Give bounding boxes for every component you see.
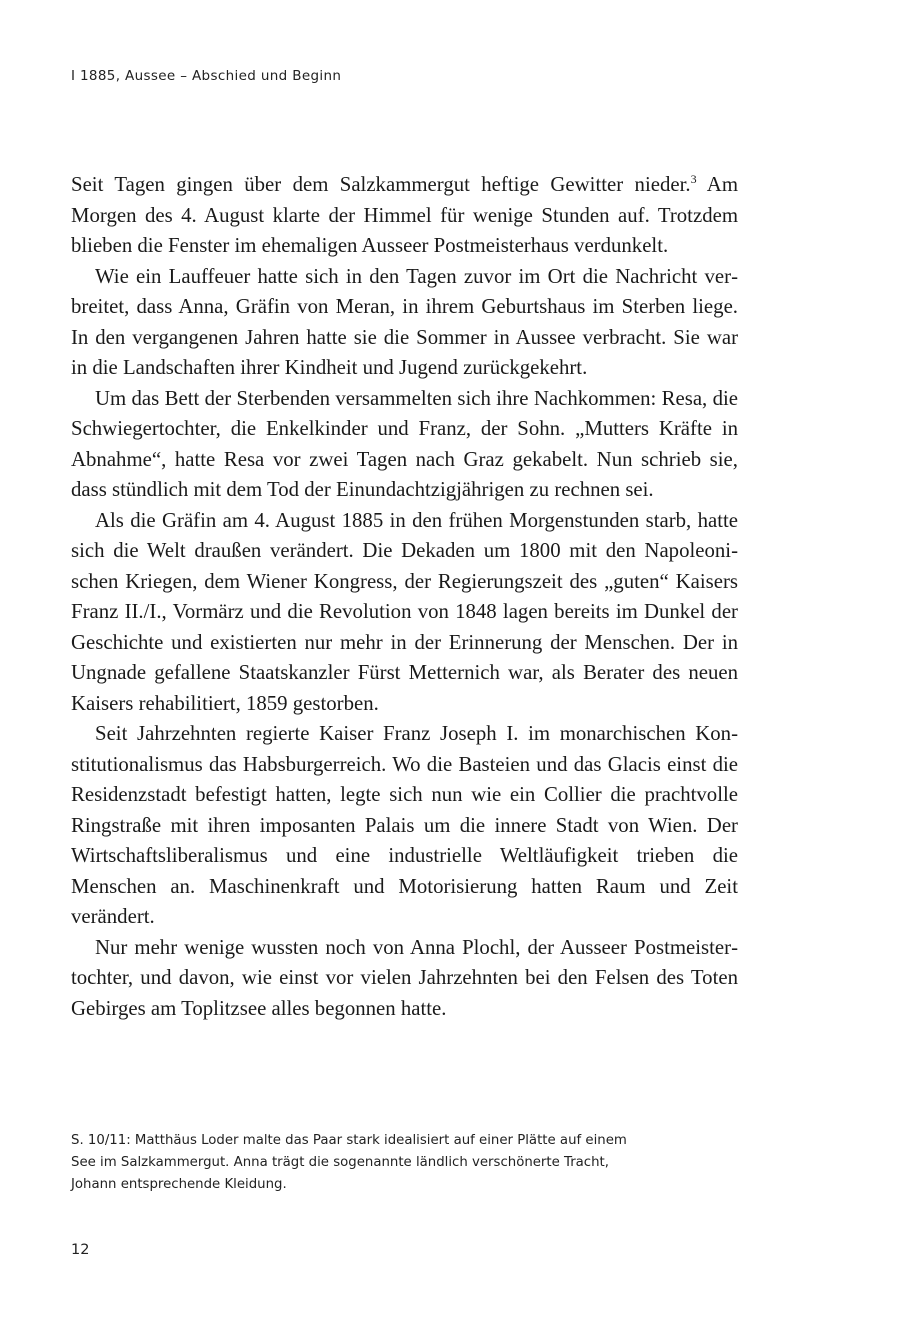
footnote-marker: 3 <box>690 172 697 186</box>
paragraph-1-text-continued: Am Morgen des 4. August klarte der Himmel für wenige Stunden auf. Trotzdem blieben die Fenster im ehemaligen Ausseer Postmeisterhaus verdunkelt. <box>71 173 738 257</box>
caption-line-1: S. 10/11: Matthäus Loder malte das Paar stark idealisiert auf einer Plätte auf einem <box>71 1133 627 1148</box>
caption-line-3: Johann entsprechende Kleidung. <box>71 1177 287 1192</box>
paragraph-2: Wie ein Lauffeuer hatte sich in den Tagen zuvor im Ort die Nachricht verbreitet, dass Anna, Gräfin von Meran, in ihrem Geburtshaus im Sterben liege. In den vergangenen Jahren hatte sie die Sommer in Aussee verbracht. Sie war in die Landschaften ihrer Kindheit und Jugend zurückgekehrt. <box>71 264 738 379</box>
page-number: 12 <box>71 1242 90 1258</box>
running-head: I 1885, Aussee – Abschied und Beginn <box>71 68 342 84</box>
image-caption <box>71 1130 627 1196</box>
paragraph-6: Nur mehr wenige wussten noch von Anna Plochl, der Ausseer Postmeistertochter, und davon, wie einst vor vielen Jahrzehnten bei den Felsen des Toten Gebirges am Toplitzsee alles begonnen hatte. <box>71 935 738 1020</box>
paragraph-1 <box>71 170 738 262</box>
paragraph-4: Als die Gräfin am 4. August 1885 in den frühen Morgenstunden starb, hatte sich die Welt draußen verändert. Die Dekaden um 1800 mit den Napoleonischen Kriegen, dem Wiener Kongress, der Regierungszeit des „guten“ Kaisers Franz II./I., Vormärz und die Revolution von 1848 lagen bereits im Dunkel der Geschichte und existierten nur mehr in der Erinnerung der Menschen. Der in Ungnade gefallene Staatskanzler Fürst Metternich war, als Berater des neuen Kaisers rehabilitiert, 1859 gestorben. <box>71 508 738 715</box>
caption-line-2: See im Salzkammergut. Anna trägt die sogenannte ländlich verschönerte Tracht, <box>71 1155 609 1170</box>
paragraph-5: Seit Jahrzehnten regierte Kaiser Franz Joseph I. im monarchischen Konstitutionalismus das Habsburgerreich. Wo die Basteien und das Glacis einst die Residenzstadt befestigt hatten, legte sich nun wie ein Collier die prachtvolle Ringstraße mit ihren imposanten Palais um die innere Stadt von Wien. Der Wirtschaftsliberalismus und eine industrielle Weltläufigkeit trieben die Menschen an. Maschinenkraft und Motorisierung hatten Raum und Zeit verändert. <box>71 722 738 928</box>
paragraph-1-text: Seit Tagen gingen über dem Salzkammergut heftige Gewitter nieder. <box>71 173 691 196</box>
paragraph-3: Um das Bett der Sterbenden versammelten sich ihre Nachkommen: Resa, die Schwiegertochter, die Enkelkinder und Franz, der Sohn. „Mutters Kräfte in Abnahme“, hatte Resa vor zwei Tagen nach Graz gekabelt. Nun schrieb sie, dass stündlich mit dem Tod der Einundachtzigjährigen zu rechnen sei. <box>71 386 738 501</box>
body-text <box>71 170 738 1024</box>
